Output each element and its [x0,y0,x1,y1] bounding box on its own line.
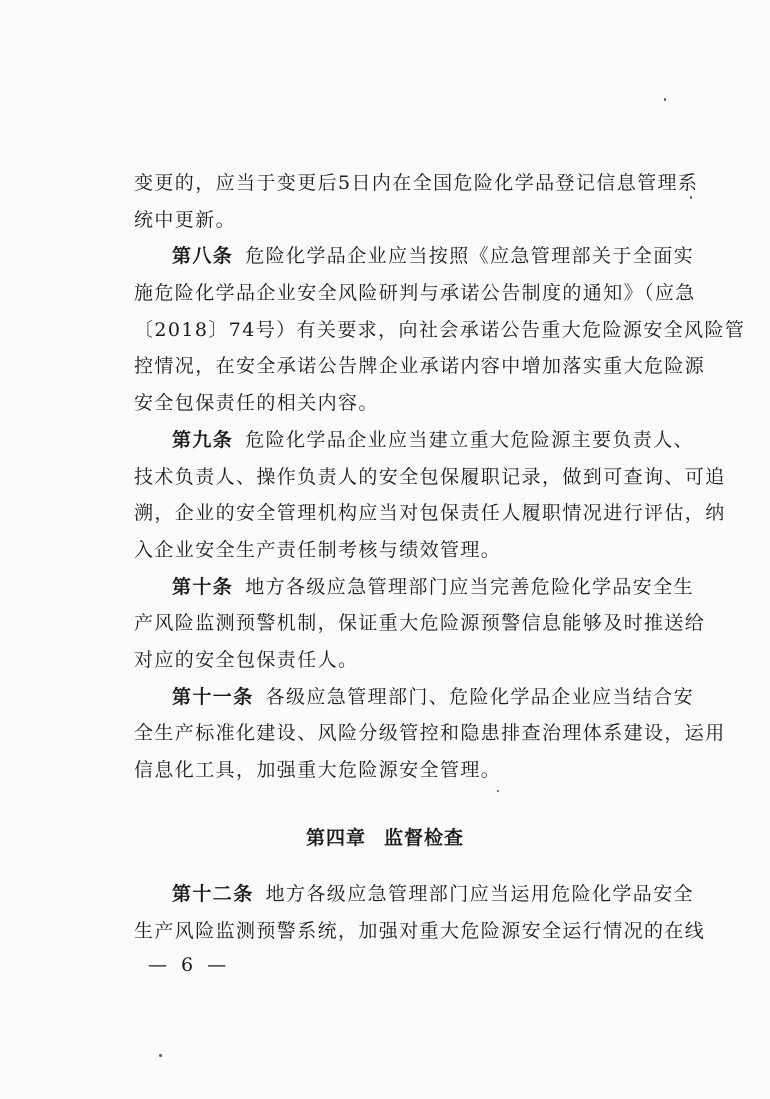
scan-speck [497,790,499,792]
chapter-number: 第四章 [305,827,366,849]
article-9-line [134,428,695,452]
article-11-text: 各级应急管理部门、危险化学品企业应当结合安 [265,686,695,708]
chapter-heading [0,823,770,850]
article-10-label: 第十条 [172,576,234,598]
article-12-label: 第十二条 [172,883,254,905]
scan-speck [664,98,666,101]
paragraph-line: 技术负责人、操作负责人的安全包保履职记录，做到可查询、可追 [134,466,726,488]
paragraph-line: 〔2018〕74号）有关要求，向社会承诺公告重大危险源安全风险管 [134,319,746,341]
article-11-label: 第十一条 [172,686,254,708]
paragraph-line: 控情况，在安全承诺公告牌企业承诺内容中增加落实重大危险源 [134,355,706,377]
chapter-title: 监督检查 [384,827,465,849]
article-10-line [134,575,695,599]
article-8-label: 第八条 [172,245,234,267]
article-12-line [134,882,695,906]
article-12-text: 地方各级应急管理部门应当运用危险化学品安全 [265,883,695,905]
paragraph-line: 入企业安全生产责任制考核与绩效管理。 [134,539,502,561]
paragraph-line: 施危险化学品企业安全风险研判与承诺公告制度的通知》（应急 [134,282,696,304]
paragraph-line: 全生产标准化建设、风险分级管控和隐患排查治理体系建设，运用 [134,722,726,744]
paragraph-line: 产风险监测预警机制，保证重大危险源预警信息能够及时推送给 [134,612,706,634]
paragraph-line: 变更的，应当于变更后5日内在全国危险化学品登记信息管理系 [134,172,699,194]
article-9-label: 第九条 [172,429,234,451]
paragraph-line: 溯，企业的安全管理机构应当对包保责任人履职情况进行评估，纳 [134,502,726,524]
article-8-text: 危险化学品企业应当按照《应急管理部关于全面实 [245,245,695,267]
paragraph-line: 生产风险监测预警系统，加强对重大危险源安全运行情况的在线 [134,920,706,942]
page-number: — 6 — [148,954,231,976]
article-9-text: 危险化学品企业应当建立重大危险源主要负责人、 [245,429,695,451]
paragraph-line: 信息化工具，加强重大危险源安全管理。 [134,759,502,781]
article-11-line [134,685,695,709]
article-8-line [134,244,695,268]
paragraph-line: 安全包保责任的相关内容。 [134,392,379,414]
scan-speck [159,1054,162,1057]
paragraph-line: 对应的安全包保责任人。 [134,649,359,671]
paragraph-line: 统中更新。 [134,209,237,231]
article-10-text: 地方各级应急管理部门应当完善危险化学品安全生 [245,576,695,598]
scan-speck [690,196,692,199]
